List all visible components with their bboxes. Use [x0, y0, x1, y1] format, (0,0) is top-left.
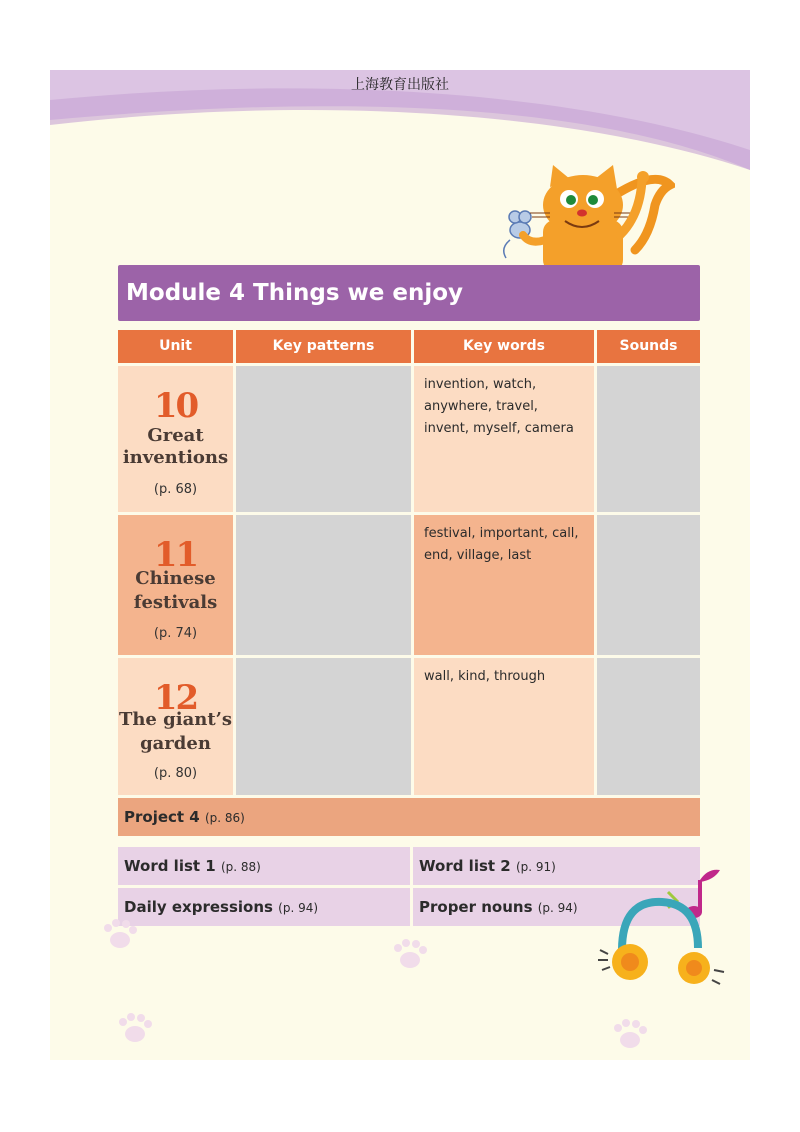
column-header-key-words: Key words	[414, 330, 594, 363]
paw-print-icon	[100, 918, 140, 952]
unit-cell	[118, 515, 233, 655]
key-words-line: end, village, last	[424, 548, 532, 563]
unit-title: The giant’s	[118, 709, 233, 730]
key-words-line: wall, kind, through	[424, 669, 546, 684]
cat-illustration	[495, 165, 675, 270]
key-words-line: festival, important, call,	[424, 526, 579, 541]
unit-title: garden	[140, 733, 211, 754]
paw-print-icon	[115, 1012, 155, 1046]
headphones-icon	[590, 850, 730, 990]
key-words-line: invention, watch,	[424, 377, 537, 392]
appendix-page-ref: (p. 91)	[515, 860, 556, 874]
unit-cell	[118, 366, 233, 512]
column-header-key-patterns: Key patterns	[236, 330, 411, 363]
sounds-cell	[597, 515, 700, 655]
appendix-page-ref: (p. 94)	[278, 901, 319, 915]
unit-page-ref: (p. 80)	[153, 766, 198, 781]
paw-print-icon	[610, 1018, 650, 1052]
key-words-cell	[414, 658, 594, 795]
unit-cell	[118, 658, 233, 795]
appendix-item	[118, 888, 410, 926]
key-words-line: anywhere, travel,	[424, 399, 538, 414]
appendix-label: Proper nouns	[419, 898, 533, 916]
appendix-page-ref: (p. 88)	[220, 860, 261, 874]
music-note-icon	[664, 870, 720, 918]
key-patterns-cell	[236, 658, 411, 795]
page	[50, 70, 750, 1060]
unit-number: 10	[153, 386, 198, 426]
key-patterns-cell	[236, 515, 411, 655]
project-page-ref: (p. 86)	[204, 811, 245, 825]
publisher-name: 上海教育出版社	[351, 77, 449, 93]
appendix-label: Word list 2	[419, 857, 511, 875]
unit-number: 12	[153, 678, 198, 718]
key-words-cell	[414, 366, 594, 512]
unit-page-ref: (p. 74)	[153, 626, 198, 641]
module-title: Module 4 Things we enjoy	[118, 265, 700, 321]
paw-print-icon	[390, 938, 430, 972]
sounds-cell	[597, 366, 700, 512]
key-words-line: invent, myself, camera	[424, 421, 574, 436]
key-patterns-cell	[236, 366, 411, 512]
appendix-label: Word list 1	[124, 857, 216, 875]
unit-title: inventions	[122, 447, 229, 468]
unit-page-ref: (p. 68)	[153, 482, 198, 497]
column-header-sounds: Sounds	[597, 330, 700, 363]
unit-number: 11	[153, 535, 198, 575]
sounds-cell	[597, 658, 700, 795]
key-words-cell	[414, 515, 594, 655]
unit-title: festivals	[133, 592, 218, 613]
column-header-unit: Unit	[118, 330, 233, 363]
appendix-item	[118, 847, 410, 885]
appendix-page-ref: (p. 94)	[537, 901, 578, 915]
unit-title: Chinese	[135, 568, 216, 589]
project-row	[118, 798, 700, 836]
unit-title: Great	[147, 425, 204, 446]
project-label: Project 4	[124, 808, 200, 826]
appendix-label: Daily expressions	[124, 898, 273, 916]
